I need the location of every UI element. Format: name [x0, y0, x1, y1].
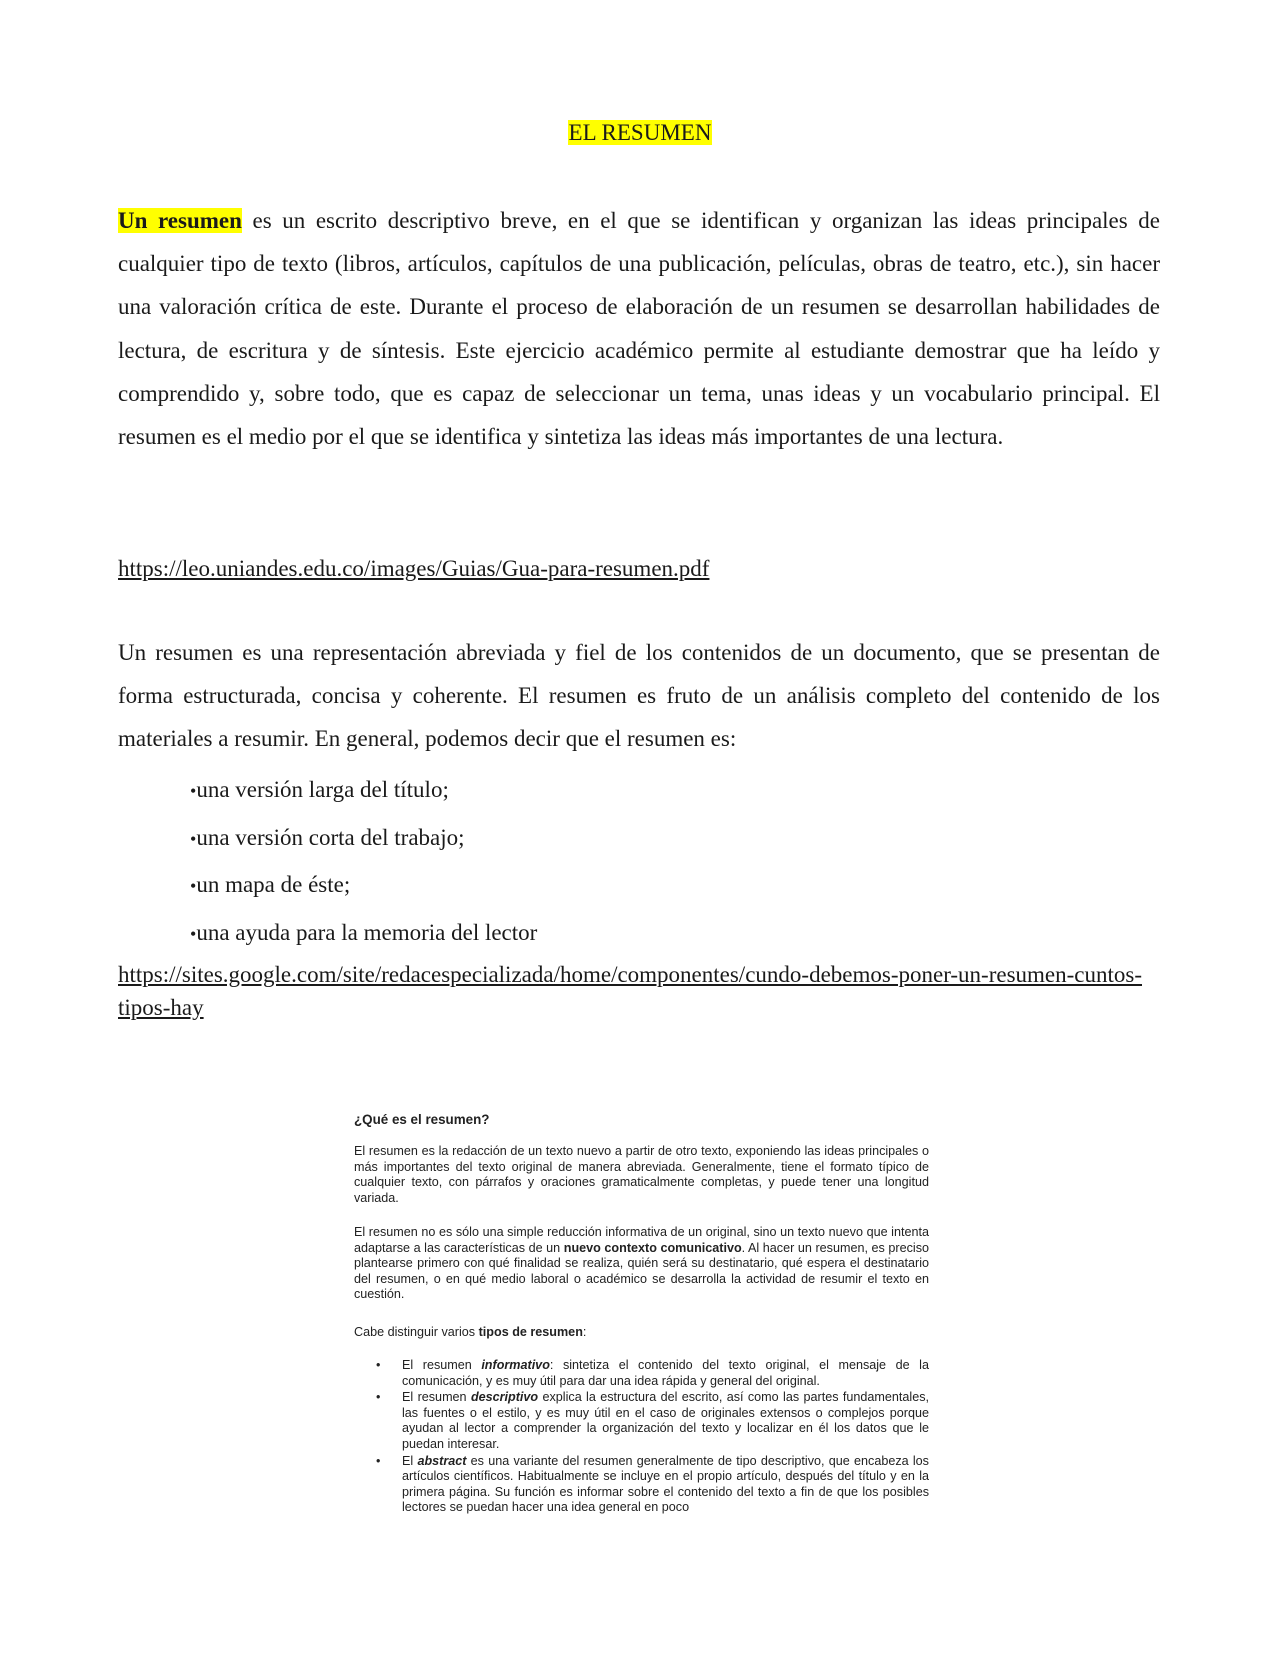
embedded-text: El resumen no es sólo una simple reducción informativa de un original, sino un texto nuevo que intenta adaptarse a las características de un [354, 1225, 929, 1255]
embedded-text: El resumen [402, 1358, 482, 1372]
embedded-list-item [354, 1390, 929, 1452]
bullet-glyph: • [190, 828, 197, 849]
definition-text: es un escrito descriptivo breve, en el que se identifican y organizan las ideas principales de cualquier tipo de texto (libros, artículos, capítulos de una publicación, películas, obras de teatro, etc.), sin hacer una valoración crítica de este. Durante el proceso de elaboración de un resumen se desarrollan habilidades de lectura, de escritura y de síntesis. Este ejercicio académico permite al estudiante demostrar que ha leído y comprendido y, sobre todo, que es capaz de seleccionar un tema, unas ideas y un vocabulario principal. El resumen es el medio por el que se identifica y sintetiza las ideas más importantes de una lectura. [118, 208, 1160, 450]
highlighted-term: Un resumen [118, 208, 242, 233]
bullet-glyph: • [190, 876, 197, 896]
embedded-emphasis: abstract [417, 1453, 467, 1468]
embedded-emphasis: descriptivo [470, 1390, 539, 1405]
embedded-text: explica la estructura del escrito, así como las partes fundamentales, las fuentes o el estilo, y es muy útil en el caso de originales extensos o complejos porque ayudan al lector a comprender la organización del texto y localizar en él los datos que le puedan interesar. [402, 1390, 929, 1451]
embedded-bold-text: tipos de resumen [478, 1325, 583, 1339]
embedded-bold-text: nuevo contexto comunicativo [563, 1240, 742, 1255]
representation-paragraph: Un resumen es una representación abreviada y fiel de los contenidos de un documento, que se presentan de forma estructurada, concisa y coherente. El resumen es fruto de un análisis completo del contenido de los materiales a resumir. En general, podemos decir que el resumen es: [118, 640, 1160, 752]
embedded-text: : sintetiza el contenido del texto original, el mensaje de la comunicación, y es muy útil para dar una idea rápida y general del original. [402, 1358, 929, 1388]
embedded-bullet-glyph: • [376, 1390, 381, 1405]
bullet-glyph: • [190, 781, 197, 801]
definition-paragraph [118, 199, 1160, 458]
embedded-text: El [402, 1453, 418, 1468]
embedded-bullet-glyph: • [376, 1453, 381, 1468]
embedded-text: Cabe distinguir varios [354, 1325, 479, 1339]
embedded-title: ¿Qué es el resumen? [354, 1112, 490, 1127]
source-link-uniandes[interactable]: https://leo.uniandes.edu.co/images/Guias/Gua-para-resumen.pdf [118, 556, 710, 581]
embedded-types-list [354, 1358, 929, 1517]
bullet-item [190, 814, 537, 862]
bullet-text: una versión corta del trabajo; [196, 824, 465, 850]
page-title-text: EL RESUMEN [568, 120, 712, 145]
embedded-paragraph: El resumen es la redacción de un texto nuevo a partir de otro texto, exponiendo las ideas principales o más importantes del texto original de manera abreviada. Generalmente, tiene el formato típico de cualquier texto, con párrafos y oraciones gramaticalmente completas, y puede tener una longitud variada. [354, 1144, 929, 1205]
embedded-text: . Al hacer un resumen, es preciso plantearse primero con qué finalidad se realiza, quién será su destinatario, qué espera el destinatario del resumen, o en qué medio laboral o académico se desarrolla la actividad de resumir el texto en cuestión. [354, 1240, 929, 1302]
embedded-list-item [354, 1358, 929, 1389]
bullet-glyph: • [190, 923, 197, 944]
embedded-paragraph [354, 1225, 929, 1303]
source-link-google-sites[interactable]: https://sites.google.com/site/redacespecializada/home/componentes/cundo-debemos-poner-un-resumen-cuntos-tipos-hay [118, 962, 1142, 1020]
embedded-bullet-glyph: • [376, 1358, 381, 1372]
bullet-text: una versión larga del título; [196, 777, 449, 802]
embedded-text: es una variante del resumen generalmente de tipo descriptivo, que encabeza los artículos científicos. Habitualmente se incluye en el propio artículo, después del título y en la primera página. Su función es informar sobre el contenido del texto a fin de que los posibles lectores se puedan hacer una idea general en poco [402, 1453, 929, 1515]
bullet-item [190, 909, 537, 957]
embedded-emphasis: informativo [481, 1358, 550, 1372]
embedded-paragraph [354, 1325, 929, 1341]
bullet-text: una ayuda para la memoria del lector [196, 919, 538, 945]
bullet-item [190, 766, 537, 814]
summary-bullet-list [190, 766, 537, 956]
bullet-item [190, 861, 537, 909]
embedded-list-item [354, 1454, 929, 1516]
page-title [0, 118, 1280, 148]
embedded-document-image [340, 1100, 940, 1530]
embedded-text: : [582, 1325, 587, 1339]
bullet-text: un mapa de éste; [196, 872, 351, 897]
embedded-text: El resumen [402, 1390, 471, 1405]
